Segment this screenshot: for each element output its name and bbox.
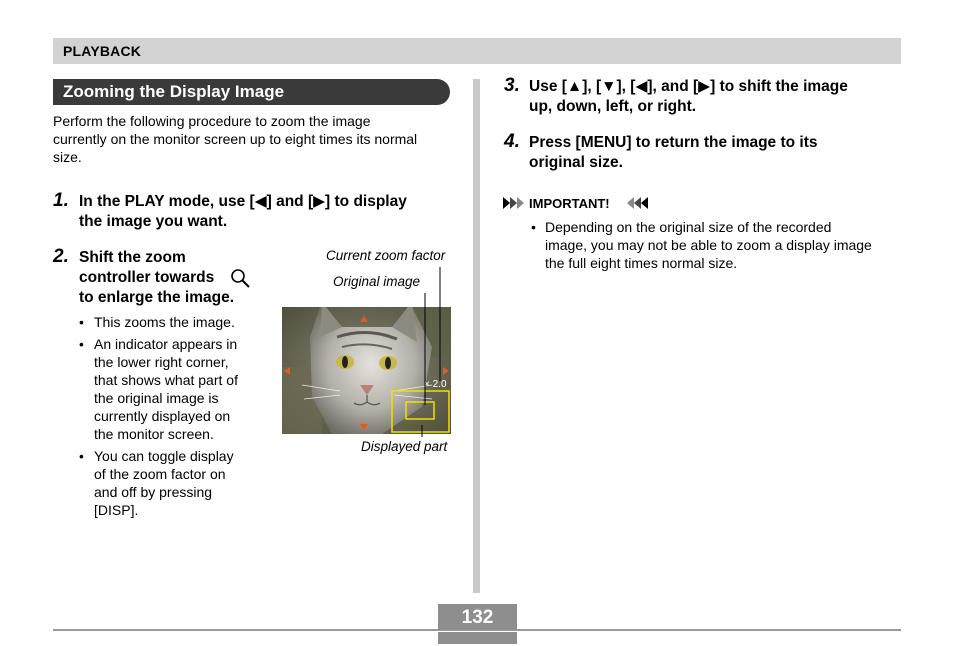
step-4-line-1: Press [MENU] to return the image to its	[529, 134, 818, 151]
step-1-line-2: the image you want.	[79, 213, 228, 230]
step-4-line-2: original size.	[529, 154, 623, 171]
step-1-number: 1.	[53, 190, 69, 211]
step-2-number: 2.	[53, 246, 69, 267]
list-item: • You can toggle display of the zoom factor on and off by pressing [DISP].	[79, 448, 234, 518]
list-item: • An indicator appears in the lower right corner, that shows what part of the original image is currently displayed on the monitor screen.	[79, 336, 238, 442]
section-label: PLAYBACK	[63, 43, 142, 59]
step-3-line-2: up, down, left, or right.	[529, 98, 697, 115]
zoom-factor-readout: × 2.0	[424, 379, 447, 390]
caption-displayed-part: Displayed part	[361, 439, 448, 454]
important-right-arrows-icon	[627, 196, 649, 210]
step-2-line-1: Shift the zoom	[79, 249, 186, 266]
important-left-arrows-icon	[503, 196, 525, 210]
important-label: IMPORTANT!	[529, 196, 610, 211]
intro-line-3: size.	[53, 149, 82, 165]
step-2-line-3: to enlarge the image.	[79, 289, 235, 306]
important-note: • Depending on the original size of the recorded image, you may not be able to zoom a display image the full eight times normal size.	[531, 219, 872, 271]
step-4-number: 4.	[504, 131, 520, 152]
intro-line-2: currently on the monitor screen up to eight times its normal	[53, 131, 418, 147]
step-3-line-1: Use [▲], [▼], [◀], and [▶] to shift the image	[529, 78, 848, 95]
page-number: 132	[461, 607, 494, 628]
zoom-magnifier-icon	[230, 268, 252, 288]
callout-leader-lines	[280, 255, 455, 455]
page-number-box	[438, 604, 517, 644]
step-2-line-2: controller towards	[79, 269, 215, 286]
topic-heading-title: Zooming the Display Image	[63, 82, 285, 101]
step-1-line-1: In the PLAY mode, use [◀] and [▶] to display	[79, 193, 407, 210]
step-3-number: 3.	[504, 75, 520, 96]
caption-current-zoom-factor: Current zoom factor	[326, 248, 446, 263]
caption-original-image: Original image	[333, 274, 421, 289]
section-header-bar	[53, 38, 901, 64]
intro-line-1: Perform the following procedure to zoom the image	[53, 113, 371, 129]
list-item: • This zooms the image.	[79, 314, 235, 330]
topic-heading	[53, 79, 450, 105]
column-divider	[473, 79, 480, 593]
